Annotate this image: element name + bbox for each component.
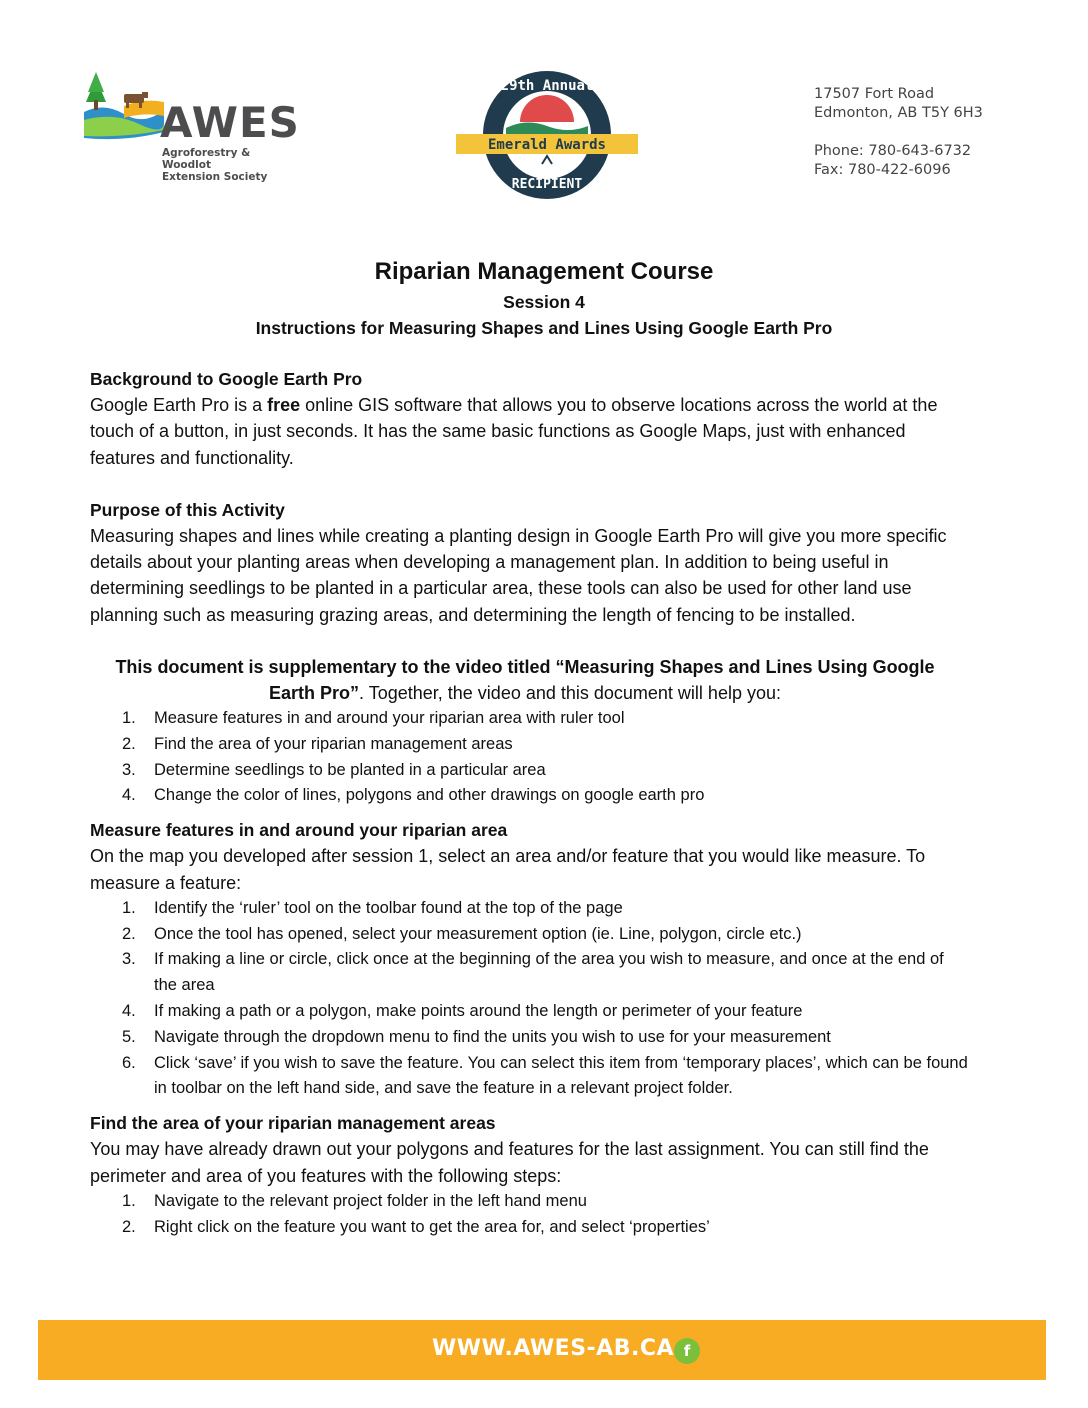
supplement-note: This document is supplementary to the video titled “Measuring Shapes and Lines Using Google Earth Pro”. Together, the video and this document will help you: — [115, 657, 935, 704]
contact-address — [814, 85, 983, 180]
list-item: 1. Identify the ‘ruler’ tool on the toolbar found at the top of the page — [122, 898, 623, 917]
badge-top-text: 29th Annual — [500, 78, 594, 94]
awes-subtitle: Agroforestry & Woodlot Extension Society — [162, 147, 268, 183]
session-label: Session 4 — [503, 292, 585, 312]
area-paragraph: You may have already drawn out your polygons and features for the last assignment. You can still find the perimeter and area of you features with the following steps: — [90, 1139, 929, 1186]
website-link[interactable]: WWW.AWES-AB.CA — [432, 1336, 674, 1361]
measure-paragraph: On the map you developed after session 1, select an area and/or feature that you would like measure. To measure a feature: — [90, 846, 926, 893]
emerald-badge-graphic — [456, 68, 638, 202]
purpose-paragraph: Measuring shapes and lines while creating a planting design in Google Earth Pro will give you more specific details about your planting areas when developing a management plan. In addition to being useful in determining seedlings to be planted in a particular area, these tools can also be used for other land use planning such as measuring grazing areas, and determining the length of fencing to be installed. — [90, 525, 947, 625]
document-title: Riparian Management Course — [374, 258, 714, 285]
list-item: 2. Once the tool has opened, select your measurement option (ie. Line, polygon, circle etc.) — [122, 924, 802, 943]
facebook-icon[interactable]: f — [674, 1338, 700, 1364]
address-city: Edmonton, AB T5Y 6H3 — [814, 105, 983, 121]
area-list — [90, 1189, 970, 1241]
awes-landscape-icon — [84, 72, 164, 142]
background-heading: Background to Google Earth Pro — [90, 369, 363, 389]
awes-logo — [84, 72, 300, 183]
list-item: 5. Navigate through the dropdown menu to find the units you wish to use for your measurement — [122, 1027, 831, 1046]
list-item: 6. Click ‘save’ if you wish to save the feature. You can select this item from ‘temporary places’, which can be found in toolbar on the left hand side, and save the feature in a relevant project folder. — [122, 1053, 968, 1098]
measure-list — [90, 896, 970, 1102]
list-item: 2. Find the area of your riparian management areas — [122, 734, 513, 753]
measure-heading: Measure features in and around your riparian area — [90, 820, 508, 841]
badge-band-text: Emerald Awards — [487, 137, 607, 153]
area-heading: Find the area of your riparian management areas — [90, 1113, 496, 1134]
address-fax: Fax: 780-422-6096 — [814, 162, 951, 178]
supplement-list — [90, 706, 970, 809]
address-street: 17507 Fort Road — [814, 86, 935, 102]
list-item: 3. If making a line or circle, click once at the beginning of the area you wish to measure, and once at the end of the area — [122, 950, 944, 995]
emerald-awards-badge — [456, 68, 638, 202]
list-item: 2. Right click on the feature you want to get the area for, and select ‘properties’ — [122, 1217, 710, 1236]
list-item: 3. Determine seedlings to be planted in a particular area — [122, 760, 546, 779]
list-item: 1. Measure features in and around your riparian area with ruler tool — [122, 709, 625, 728]
address-phone: Phone: 780-643-6732 — [814, 143, 972, 159]
background-paragraph: Google Earth Pro is a free online GIS software that allows you to observe locations across the world at the touch of a button, in just seconds. It has the same basic functions as Google Maps, just with enhanced features and functionality. — [90, 395, 938, 468]
footer-banner — [38, 1320, 1046, 1380]
title-block — [0, 257, 1088, 341]
document-subtitle: Instructions for Measuring Shapes and Lines Using Google Earth Pro — [255, 318, 833, 338]
document-body — [90, 366, 970, 1240]
list-item: 1. Navigate to the relevant project folder in the left hand menu — [122, 1191, 587, 1210]
list-item: 4. If making a path or a polygon, make points around the length or perimeter of your feature — [122, 1002, 803, 1021]
list-item: 4. Change the color of lines, polygons and other drawings on google earth pro — [122, 786, 705, 805]
awes-wordmark: AWES — [160, 98, 300, 147]
purpose-heading: Purpose of this Activity — [90, 499, 285, 520]
badge-bottom-text: RECIPIENT — [511, 177, 583, 192]
